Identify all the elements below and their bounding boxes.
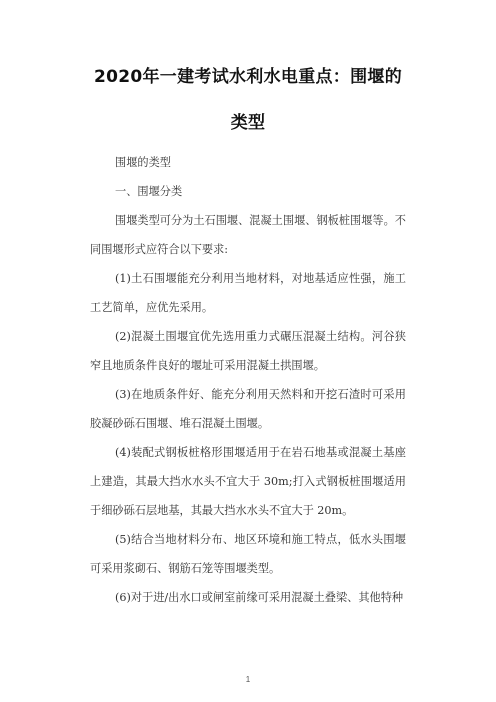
list-item-1: (1)土石围堰能充分利用当地材料，对地基适应性强，施工工艺简单，应优先采用。	[90, 272, 406, 314]
list-item-6: (6)对于进/出水口或闸室前缘可采用混凝土叠梁、其他特种	[115, 591, 404, 604]
list-item-3: (3)在地质条件好、能充分利用天然料和开挖石渣时可采用胶凝砂砾石围堰、堆石混凝土围堰。	[90, 388, 406, 430]
list-item-2: (2)混凝土围堰宜优先选用重力式碾压混凝土结构。河谷狭窄且地质条件良好的堰址可采用混凝土拱围堰。	[90, 330, 406, 372]
section-heading: 围堰的类型	[115, 156, 171, 169]
document-title-line-1: 2020年一建考试水利水电重点：围堰的	[93, 67, 402, 87]
subsection-heading: 一、围堰分类	[115, 185, 183, 198]
intro-paragraph: 围堰类型可分为土石围堰、混凝土围堰、钢板桩围堰等。不同围堰形式应符合以下要求:	[90, 214, 406, 256]
list-item-5: (5)结合当地材料分布、地区环境和施工特点，低水头围堰可采用浆砌石、钢筋石笼等围堰类型。	[90, 533, 406, 575]
page-number: 1	[245, 675, 251, 684]
document-title-line-2: 类型	[230, 113, 266, 133]
list-item-4: (4)装配式钢板桩格形围堰适用于在岩石地基或混凝土基座上建造，其最大挡水水头不宜大于 30m;打入式钢板桩围堰适用于细砂砾石层地基，其最大挡水水头不宜大于 20m。	[90, 446, 406, 517]
